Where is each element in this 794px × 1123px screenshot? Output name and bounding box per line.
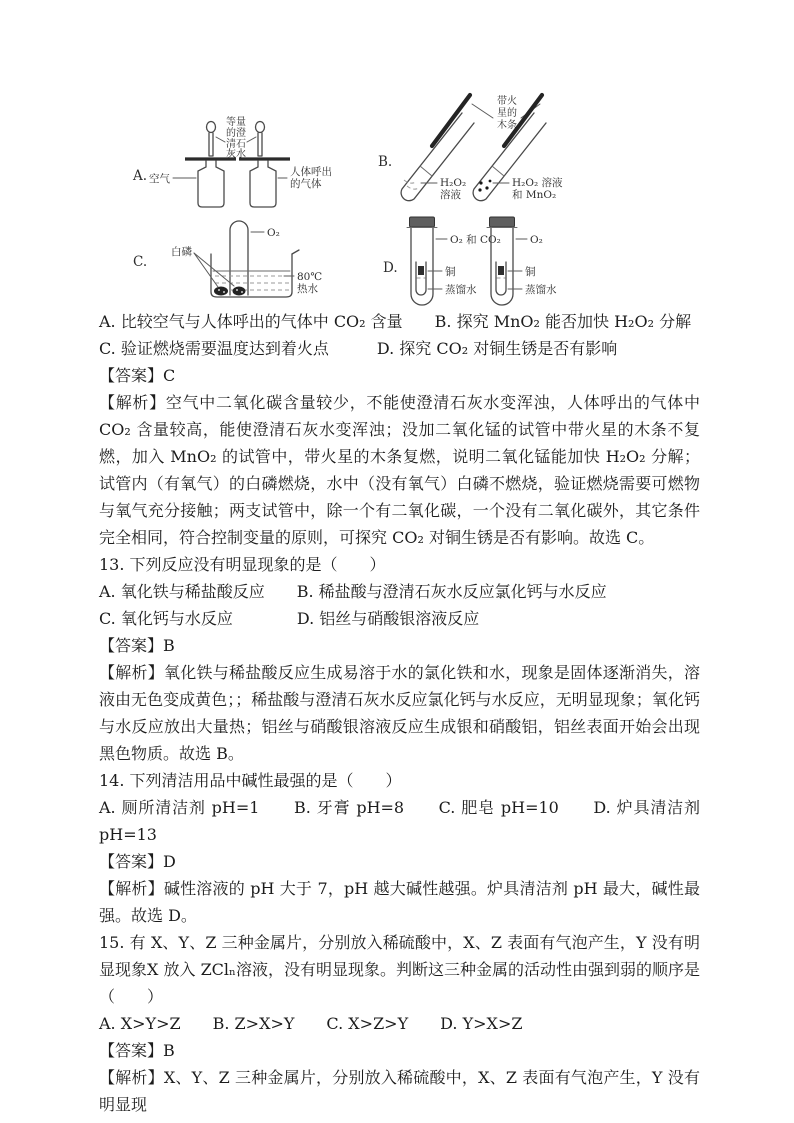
diagram-a-letter: A. <box>133 168 148 184</box>
o2-label: O₂ <box>267 227 280 239</box>
hot-water <box>215 276 289 290</box>
q13-answer: 【答案】B <box>99 636 175 655</box>
q13-options-line-ab: A. 氧化铁与稀盐酸反应 B. 稀盐酸与澄清石灰水反应氯化钙与水反应 <box>99 582 607 601</box>
diagram-a-apparatus <box>132 115 332 207</box>
q14-options-line: A. 厕所清洁剂 pH=1 B. 牙膏 pH=8 C. 肥皂 pH=10 D. 炉具清洁剂 pH=13 <box>99 798 700 844</box>
copper-strip <box>498 266 504 275</box>
diagram-b-letter: B. <box>378 154 393 170</box>
q15-question: 15. 有 X、Y、Z 三种金属片，分别放入稀硫酸中，X、Z 表面有气泡产生，Y 没有明显现象X 放入 ZClₙ溶液，没有明显现象。判断这三种金属的活动性由强到弱的顺序是（ ） <box>99 933 700 1006</box>
limewater-label-line: 的澄 <box>226 128 246 139</box>
q13-analysis: 【解析】氧化铁与稀盐酸反应生成易溶于水的氯化铁和水，现象是固体逐渐消失，溶液由无色变成黄色；；稀盐酸与澄清石灰水反应氯化钙与水反应，无明显现象；氧化钙与水反应放出大量热；铝丝与硝酸银溶液反应生成银和硝酸铝，铝丝表面开始会出现黑色物质。故选 B。 <box>99 663 700 763</box>
diagram-d-apparatus <box>383 217 557 305</box>
limewater-label-line: 等量 <box>226 117 246 128</box>
question-14-block <box>99 767 700 929</box>
question-12-block <box>99 308 700 551</box>
hot-water-label-line: 热水 <box>297 283 318 295</box>
question-text-flow <box>99 308 700 1118</box>
distilled-water-label: 蒸馏水 <box>445 284 477 296</box>
q13-question: 13. 下列反应没有明显现象的是（ ） <box>99 555 386 574</box>
q15-options-line: A. X>Y>Z B. Z>X>Y C. X>Z>Y D. Y>X>Z <box>99 1014 523 1033</box>
question-13-block <box>99 551 700 767</box>
q12-analysis: 【解析】空气中二氧化碳含量较少，不能使澄清石灰水变浑浊，人体呼出的气体中 CO₂ 含量较高，能使澄清石灰水变浑浊；没加二氧化锰的试管中带火星的木条不复燃，加入 MnO₂ 的试管中，带火星的木条复燃，说明二氧化锰能加快 H₂O₂ 分解；试管内（有氧气）的白磷燃烧，水中（没有氧气）白磷不燃烧，验证燃烧需要可燃物与氧气充分接触；两支试管中，除一个有二氧化碳，一个没有二氧化碳外，其它条件完全相同，符合控制变量的原则，可探究 CO₂ 对铜生锈是否有影响。故选 C。 <box>99 393 700 547</box>
exhaled-gas-label-line: 的气体 <box>290 178 322 190</box>
test-tube-h2o2-mno2 <box>473 95 563 201</box>
glowing-splint-label-line: 星的 <box>497 108 517 119</box>
q12-answer: 【答案】C <box>99 366 176 385</box>
q14-answer: 【答案】D <box>99 852 176 871</box>
glowing-splint-label-line: 带火 <box>497 96 517 107</box>
limewater-label-line: 清石 <box>226 139 246 150</box>
question-15-block <box>99 929 700 1118</box>
dropper-right-icon <box>256 122 265 157</box>
tube-o2-co2 <box>407 217 501 305</box>
q12-options-line-cd: C. 验证燃烧需要温度达到着火点 D. 探究 CO₂ 对铜生锈是否有影响 <box>99 339 618 358</box>
test-tube-h2o2 <box>401 95 474 201</box>
tube-o2 <box>487 217 557 305</box>
bottle-air <box>198 161 224 207</box>
h2o2-mno2-tube-label-line: 和 MnO₂ <box>512 189 557 201</box>
limewater-label-line: 灰水 <box>226 149 246 160</box>
diagram-d-letter: D. <box>383 260 398 276</box>
inverted-tube-o2 <box>230 221 248 295</box>
copper-strip <box>418 266 424 275</box>
q12-options-line-ab: A. 比较空气与人体呼出的气体中 CO₂ 含量 B. 探究 MnO₂ 能否加快 H₂O₂ 分解 <box>99 312 692 331</box>
q14-question: 14. 下列清洁用品中碱性最强的是（ ） <box>99 771 402 790</box>
h2o2-tube-label-line: H₂O₂ <box>440 177 467 189</box>
copper-label: 铜 <box>525 266 536 278</box>
white-phosphorus-blob <box>233 287 246 296</box>
dropper-left-icon <box>207 122 216 157</box>
glowing-splint-label-line: 木条 <box>497 120 517 131</box>
tube2-gas-label: O₂ <box>530 234 543 246</box>
tube1-gas-label: O₂ 和 CO₂ <box>450 234 501 246</box>
h2o2-tube-label-line: 溶液 <box>440 189 461 201</box>
question-12-diagrams <box>99 90 700 308</box>
q14-analysis: 【解析】碱性溶液的 pH 大于 7，pH 越大碱性越强。炉具清洁剂 pH 最大，碱性最强。故选 D。 <box>99 879 700 925</box>
bottle-exhaled-gas <box>250 161 276 207</box>
hot-water-label-line: 80℃ <box>297 271 323 283</box>
white-phosphorus-label: 白磷 <box>171 246 192 258</box>
white-phosphorus-blob <box>214 287 228 296</box>
limewater-label <box>216 115 256 160</box>
diagram-b-apparatus <box>378 94 563 201</box>
diagram-c-apparatus <box>133 221 322 297</box>
q13-options-line-cd: C. 氧化钙与水反应 D. 铝丝与硝酸银溶液反应 <box>99 609 480 628</box>
q15-analysis-partial: 【解析】X、Y、Z 三种金属片，分别放入稀硫酸中，X、Z 表面有气泡产生，Y 没有明显现 <box>99 1068 700 1114</box>
q15-answer: 【答案】B <box>99 1041 175 1060</box>
distilled-water-label: 蒸馏水 <box>525 284 557 296</box>
page-content <box>99 90 700 1118</box>
h2o2-mno2-tube-label-line: H₂O₂ 溶液 <box>512 177 563 189</box>
diagram-c-letter: C. <box>133 254 148 270</box>
exhaled-gas-label-line: 人体呼出 <box>290 166 332 178</box>
copper-label: 铜 <box>445 266 456 278</box>
bottle-air-label: 空气 <box>149 173 170 185</box>
